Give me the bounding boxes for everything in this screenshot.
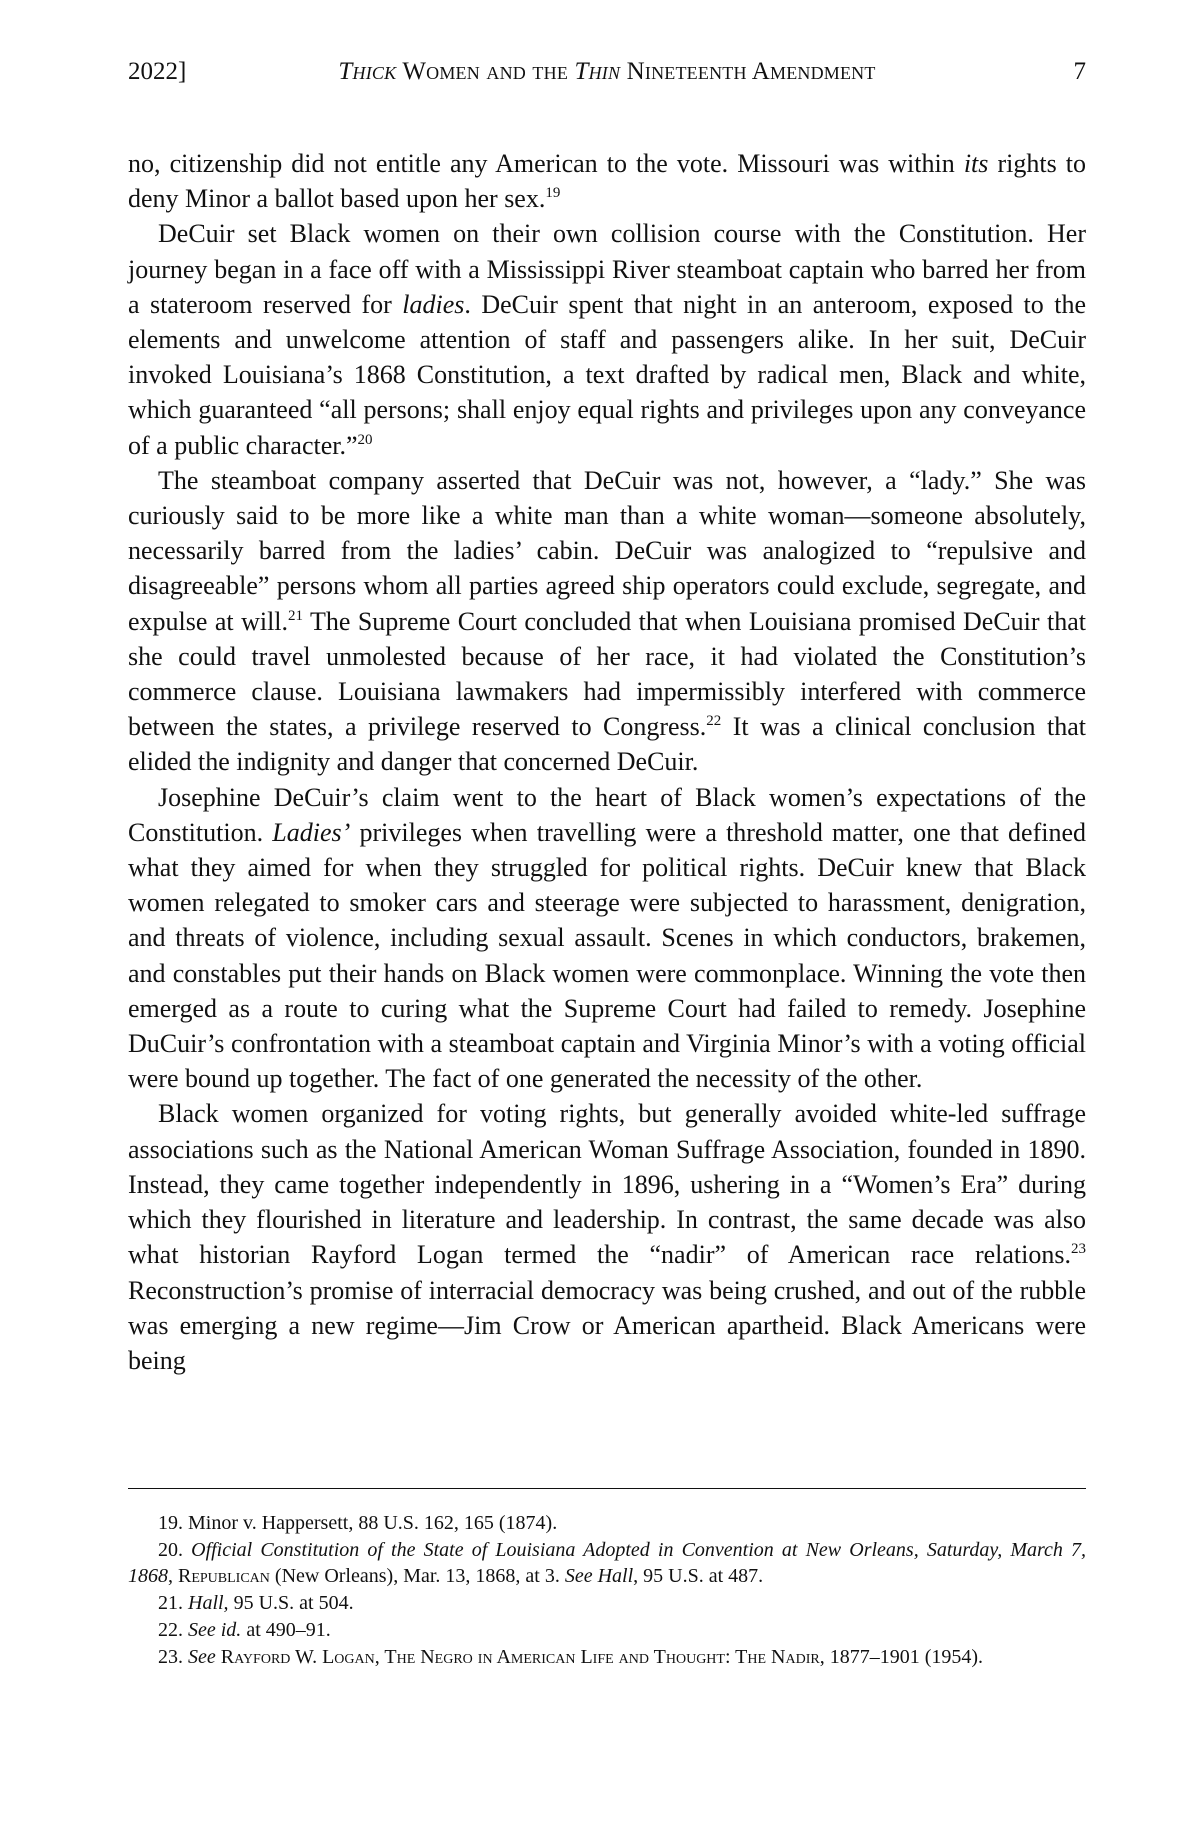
- p2-text-a: DeCuir set Black women on their own collision course with the Constitution. Her journey began in a face off with a Mississippi River steamboat captain who barred her from a stateroom reserved for: [128, 219, 1086, 319]
- p2-italic-ladies: ladies: [402, 289, 465, 319]
- paragraph-4: [128, 780, 1086, 1097]
- fn23-see: See: [188, 1646, 216, 1668]
- footnote-ref-20: 20: [357, 431, 373, 448]
- p5-text-a: Black women organized for voting rights, but generally avoided white-led suffrage associations such as the National American Woman Suffrage Association, founded in 1890. Instead, they came together independently in 1896, ushering in a “Women’s Era” during which they flourished in literature and leadership. In contrast, the same decade was also what historian Rayford Logan termed the “nadir” of American race relations.: [128, 1099, 1086, 1270]
- footnote-22: [128, 1617, 1086, 1643]
- fn20-publication: Republican: [178, 1565, 270, 1587]
- p4-italic-ladies: Ladies’: [272, 817, 351, 847]
- fn23-tail: 1877–1901 (1954).: [829, 1646, 984, 1668]
- fn23-book: Rayford W. Logan, The Negro in American Life and Thought: The Nadir,: [215, 1646, 830, 1668]
- paragraph-5: [128, 1096, 1086, 1378]
- footnote-21: [128, 1590, 1086, 1616]
- fn20-tail: , 95 U.S. at 487.: [633, 1565, 764, 1587]
- p2-text-c: . DeCuir spent that night in an anteroom, exposed to the elements and unwelcome attention of staff and passengers alike. In her suit, DeCuir invoked Louisiana’s 1868 Constitution, a text drafted by radical men, Black and white, which guaranteed “all persons; shall enjoy equal rights and privileges upon any conveyance of a public character.”: [128, 289, 1086, 460]
- footnote-19: [128, 1510, 1086, 1536]
- footnotes: [128, 1510, 1086, 1671]
- fn22-see-id: See id.: [188, 1619, 242, 1641]
- p3-text-b: The Supreme Court concluded that when Louisiana promised DeCuir that she could travel unmolested because of her race, it had violated the Constitution’s commerce clause. Louisiana lawmakers had impermissibly interfered with commerce between the states, a privilege reserved to Congress.: [128, 606, 1086, 742]
- fn20-title: Official Constitution of the State of Louisiana Adopted in Convention at New Orleans, Saturday, March 7, 1868: [128, 1539, 1087, 1587]
- page-number: 7: [1073, 58, 1086, 85]
- fn19-number: 19.: [158, 1512, 183, 1534]
- footnote-ref-19: 19: [545, 185, 561, 202]
- footnote-ref-23: 23: [1071, 1241, 1086, 1258]
- footnote-ref-21: 21: [288, 607, 304, 624]
- volume-year: 2022]: [128, 58, 187, 85]
- footnote-23: [128, 1644, 1086, 1670]
- footnote-20: 20. Official Constitution of the State of Louisiana Adopted in Convention at New Orleans, Saturday, March 7, 1868, Republican (New Orleans), Mar. 13, 1868, at 3. See Hall, 95 U.S. at 487.: [128, 1539, 1087, 1587]
- fn20-rest: (New Orleans), Mar. 13, 1868, at 3.: [269, 1565, 565, 1587]
- p1-text-a: no, citizenship did not entitle any American to the vote. Missouri was within: [128, 149, 964, 178]
- title-end: Nineteenth Amendment: [620, 58, 876, 85]
- fn22-tail: at 490–91.: [241, 1619, 331, 1641]
- fn22-number: 22.: [158, 1619, 183, 1641]
- footnote-divider: [128, 1488, 1086, 1489]
- p3-text-a: The steamboat company asserted that DeCuir was not, however, a “lady.” She was curiously said to be more like a white man than a white woman—someone absolutely, necessarily barred from the ladies’ cabin. DeCuir was analogized to “repulsive and disagreeable” persons whom all parties agreed ship operators could exclude, segregate, and expulse at will.: [128, 465, 1086, 636]
- fn23-number: 23.: [158, 1646, 183, 1668]
- p3-text-c: It was a clinical conclusion that elided the indignity and danger that concerned DeCuir.: [128, 712, 1086, 777]
- fn19-text: Minor v. Happersett, 88 U.S. 162, 165 (1874).: [188, 1512, 558, 1534]
- paragraph-2: [128, 216, 1086, 462]
- paragraph-3: [128, 463, 1086, 780]
- running-title: [128, 58, 1086, 86]
- fn21-tail: 95 U.S. at 504.: [228, 1592, 354, 1614]
- body-text: [128, 146, 1086, 1378]
- p4-text-a: Josephine DeCuir’s claim went to the heart of Black women’s expectations of the Constitution.: [128, 782, 1086, 847]
- paragraph-1: [128, 146, 1086, 216]
- fn21-case: Hall,: [188, 1592, 229, 1614]
- fn20-see-hall: See Hall: [564, 1565, 634, 1587]
- running-header: [128, 58, 1086, 94]
- p5-text-b: Reconstruction’s promise of interracial democracy was being crushed, and out of the rubble was emerging a new regime—Jim Crow or American apartheid. Black Americans were being: [128, 1275, 1086, 1375]
- title-middle: Women and the: [396, 58, 575, 85]
- p4-text-c: privileges when travelling were a threshold matter, one that defined what they aimed for when they struggled for political rights. DeCuir knew that Black women relegated to smoker cars and steerage were subjected to harassment, denigration, and threats of violence, including sexual assault. Scenes in which conductors, brakemen, and constables put their hands on Black women were commonplace. Winning the vote then emerged as a route to curing what the Supreme Court had failed to remedy. Josephine DuCuir’s confrontation with a steamboat captain and Virginia Minor’s with a voting official were bound up together. The fact of one generated the necessity of the other.: [128, 817, 1087, 1094]
- p1-text-c: rights to deny Minor a ballot based upon her sex.: [128, 149, 1086, 214]
- footnote-ref-22: 22: [706, 713, 722, 730]
- title-word-thick: Thick: [338, 58, 397, 85]
- fn21-number: 21.: [158, 1592, 183, 1614]
- p1-italic-its: its: [963, 149, 989, 178]
- fn20-number: 20.: [158, 1539, 183, 1561]
- title-word-thin: Thin: [574, 58, 621, 85]
